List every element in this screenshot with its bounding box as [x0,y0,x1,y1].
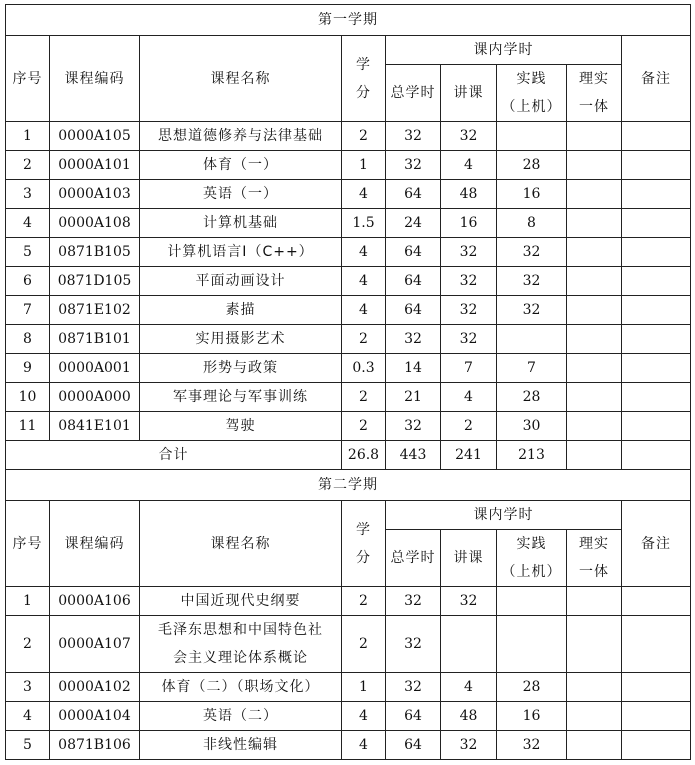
table-row [6,151,691,180]
header-hours-group: 课内学时 [386,501,622,530]
header-hours-group: 课内学时 [386,36,622,65]
table-row [6,267,691,296]
table-row [6,325,691,354]
header-practice-line1: 实践 [516,536,547,552]
course-remark [622,296,691,325]
header-no: 序号 [6,501,50,587]
course-name: 素描 [140,296,342,325]
course-name: 平面动画设计 [140,267,342,296]
course-lecture-hours [441,616,497,673]
header-credit [342,36,386,122]
course-credit: 2 [342,412,386,441]
course-name: 军事理论与军事训练 [140,383,342,412]
course-practice-hours: 28 [497,673,567,702]
course-credit: 0.3 [342,354,386,383]
course-total-hours: 64 [386,731,441,760]
course-name-line1: 毛泽东思想和中国特色社 [158,622,323,638]
course-name: 计算机基础 [140,209,342,238]
course-no: 2 [6,151,50,180]
course-name: 思想道德修养与法律基础 [140,122,342,151]
header-remark: 备注 [622,36,691,122]
course-practice-hours: 16 [497,180,567,209]
course-lecture-hours: 4 [441,151,497,180]
table-row [6,731,691,760]
course-no: 3 [6,673,50,702]
course-remark [622,122,691,151]
course-name: 计算机语言Ⅰ（C++） [140,238,342,267]
course-practice-hours: 32 [497,296,567,325]
sum-practice-hours: 213 [497,441,567,470]
sum-total-hours: 443 [386,441,441,470]
course-code: 0871D105 [50,267,140,296]
header-credit-line2: 分 [356,549,371,566]
course-name: 驾驶 [140,412,342,441]
course-no: 8 [6,325,50,354]
course-lecture-hours: 48 [441,180,497,209]
course-total-hours: 64 [386,238,441,267]
course-total-hours: 32 [386,325,441,354]
header-practice [497,530,567,587]
course-name: 体育（二）（职场文化） [140,673,342,702]
header-practice-line2: （上机） [501,99,562,115]
course-credit: 1 [342,151,386,180]
course-code: 0000A102 [50,673,140,702]
course-credit: 4 [342,296,386,325]
course-practice-hours [497,325,567,354]
course-integrated-hours [567,122,622,151]
course-integrated-hours [567,702,622,731]
course-remark [622,151,691,180]
course-practice-hours: 32 [497,238,567,267]
course-total-hours: 64 [386,180,441,209]
course-total-hours: 64 [386,702,441,731]
course-lecture-hours: 32 [441,731,497,760]
course-practice-hours [497,616,567,673]
course-remark [622,325,691,354]
sum-remark [622,441,691,470]
course-lecture-hours: 2 [441,412,497,441]
sum-integrated-hours [567,441,622,470]
course-practice-hours: 30 [497,412,567,441]
course-remark [622,383,691,412]
course-code: 0000A001 [50,354,140,383]
table-row [6,122,691,151]
header-total-hours: 总学时 [386,530,441,587]
course-integrated-hours [567,673,622,702]
curriculum-table [5,4,691,760]
course-lecture-hours: 32 [441,325,497,354]
course-total-hours: 64 [386,267,441,296]
course-name: 形势与政策 [140,354,342,383]
course-remark [622,673,691,702]
course-code: 0000A105 [50,122,140,151]
course-credit: 2 [342,325,386,354]
course-no: 9 [6,354,50,383]
course-name: 体育（一） [140,151,342,180]
course-practice-hours: 32 [497,267,567,296]
header-name: 课程名称 [140,501,342,587]
header-integrated-line1: 理实 [579,536,609,552]
course-lecture-hours: 32 [441,587,497,616]
course-integrated-hours [567,731,622,760]
course-practice-hours: 28 [497,383,567,412]
header-credit [342,501,386,587]
course-credit: 1 [342,673,386,702]
course-total-hours: 32 [386,673,441,702]
table-body [6,5,691,760]
course-credit: 4 [342,238,386,267]
course-no: 7 [6,296,50,325]
course-lecture-hours: 32 [441,267,497,296]
header-no: 序号 [6,36,50,122]
course-no: 1 [6,122,50,151]
header-code: 课程编码 [50,36,140,122]
course-code: 0000A106 [50,587,140,616]
header-integrated-line2: 一体 [579,99,609,115]
course-no: 5 [6,238,50,267]
course-name [140,616,342,673]
course-code: 0871E102 [50,296,140,325]
table-row [6,702,691,731]
header-credit-line2: 分 [356,84,371,101]
header-integrated [567,65,622,122]
course-remark [622,731,691,760]
header-integrated-line1: 理实 [579,71,609,87]
course-credit: 4 [342,267,386,296]
course-integrated-hours [567,180,622,209]
course-remark [622,267,691,296]
header-total-hours: 总学时 [386,65,441,122]
course-total-hours: 24 [386,209,441,238]
course-code: 0000A101 [50,151,140,180]
curriculum-table-wrapper [5,4,690,760]
header-credit-line1: 学 [356,521,371,538]
course-no: 5 [6,731,50,760]
course-integrated-hours [567,325,622,354]
course-integrated-hours [567,616,622,673]
table-row [6,180,691,209]
sum-credit: 26.8 [342,441,386,470]
course-integrated-hours [567,151,622,180]
header-name: 课程名称 [140,36,342,122]
course-total-hours: 32 [386,587,441,616]
table-row [6,209,691,238]
course-total-hours: 32 [386,616,441,673]
course-remark [622,412,691,441]
sum-row [6,441,691,470]
course-code: 0000A000 [50,383,140,412]
course-credit: 2 [342,616,386,673]
header-lecture: 讲课 [441,530,497,587]
course-remark [622,354,691,383]
course-integrated-hours [567,587,622,616]
course-remark [622,238,691,267]
course-no: 11 [6,412,50,441]
course-total-hours: 32 [386,151,441,180]
header-practice-line1: 实践 [516,71,547,87]
table-row [6,587,691,616]
course-remark [622,616,691,673]
course-practice-hours [497,587,567,616]
course-no: 10 [6,383,50,412]
course-name: 英语（二） [140,702,342,731]
course-code: 0871B105 [50,238,140,267]
sum-lecture-hours: 241 [441,441,497,470]
course-name: 实用摄影艺术 [140,325,342,354]
course-lecture-hours: 7 [441,354,497,383]
course-no: 2 [6,616,50,673]
header-row-1 [6,501,691,530]
course-practice-hours [497,122,567,151]
course-credit: 2 [342,122,386,151]
course-integrated-hours [567,412,622,441]
header-remark: 备注 [622,501,691,587]
table-row [6,412,691,441]
course-credit: 2 [342,383,386,412]
course-remark [622,180,691,209]
header-lecture: 讲课 [441,65,497,122]
course-integrated-hours [567,296,622,325]
course-credit: 1.5 [342,209,386,238]
course-lecture-hours: 4 [441,673,497,702]
course-no: 6 [6,267,50,296]
course-code: 0000A107 [50,616,140,673]
course-name: 非线性编辑 [140,731,342,760]
sum-label: 合计 [6,441,342,470]
course-no: 3 [6,180,50,209]
course-lecture-hours: 48 [441,702,497,731]
course-code: 0841E101 [50,412,140,441]
course-lecture-hours: 32 [441,238,497,267]
course-total-hours: 14 [386,354,441,383]
course-name: 英语（一） [140,180,342,209]
course-total-hours: 32 [386,122,441,151]
table-row [6,616,691,673]
course-integrated-hours [567,383,622,412]
header-practice [497,65,567,122]
course-practice-hours: 16 [497,702,567,731]
course-code: 0000A103 [50,180,140,209]
header-code: 课程编码 [50,501,140,587]
table-row [6,296,691,325]
table-row [6,354,691,383]
semester-title: 第二学期 [6,470,691,501]
course-integrated-hours [567,354,622,383]
course-integrated-hours [567,267,622,296]
course-name: 中国近现代史纲要 [140,587,342,616]
header-row-1 [6,36,691,65]
course-practice-hours: 7 [497,354,567,383]
course-credit: 4 [342,731,386,760]
table-row [6,673,691,702]
course-name-line2: 会主义理论体系概论 [173,650,308,666]
course-total-hours: 21 [386,383,441,412]
course-integrated-hours [567,238,622,267]
course-total-hours: 64 [386,296,441,325]
header-practice-line2: （上机） [501,564,562,580]
course-remark [622,702,691,731]
course-code: 0871B101 [50,325,140,354]
course-lecture-hours: 32 [441,296,497,325]
course-remark [622,587,691,616]
course-code: 0000A104 [50,702,140,731]
table-row [6,383,691,412]
table-row [6,238,691,267]
course-lecture-hours: 4 [441,383,497,412]
semester-title-row [6,5,691,36]
semester-title-row [6,470,691,501]
course-code: 0000A108 [50,209,140,238]
course-credit: 4 [342,180,386,209]
course-practice-hours: 8 [497,209,567,238]
course-remark [622,209,691,238]
course-credit: 4 [342,702,386,731]
course-no: 4 [6,209,50,238]
header-integrated [567,530,622,587]
course-practice-hours: 32 [497,731,567,760]
course-code: 0871B106 [50,731,140,760]
course-lecture-hours: 16 [441,209,497,238]
course-credit: 2 [342,587,386,616]
course-lecture-hours: 32 [441,122,497,151]
course-no: 4 [6,702,50,731]
semester-title: 第一学期 [6,5,691,36]
course-practice-hours: 28 [497,151,567,180]
header-integrated-line2: 一体 [579,564,609,580]
course-integrated-hours [567,209,622,238]
course-no: 1 [6,587,50,616]
course-total-hours: 32 [386,412,441,441]
header-credit-line1: 学 [356,56,371,73]
